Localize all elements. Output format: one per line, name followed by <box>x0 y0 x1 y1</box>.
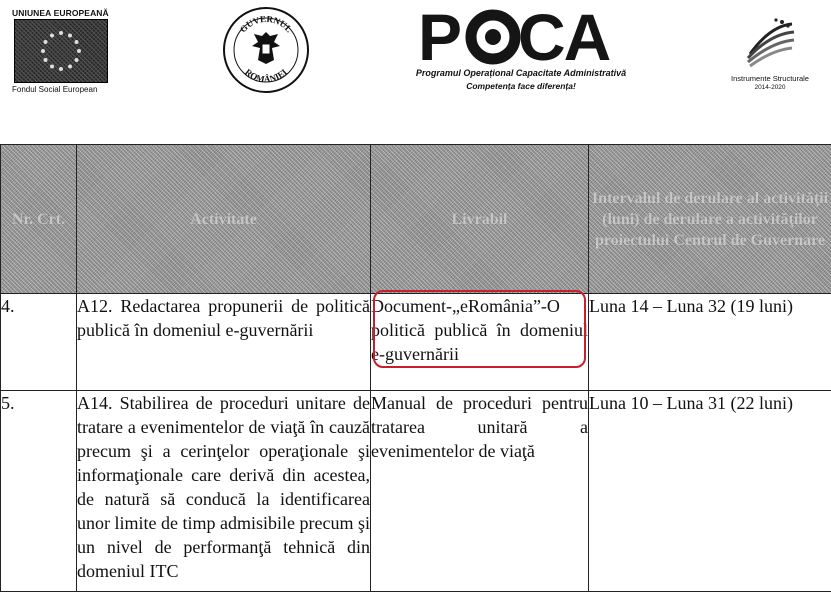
table-header-row <box>1 145 831 294</box>
header-nr-crt: Nr. Crt. <box>1 145 77 294</box>
poca-wordmark-icon <box>418 4 628 68</box>
header-interval: Intervalul de derulare al activităţii (luni) de derulare a activităţilor proiectului Centrul de Guvernare <box>589 145 831 294</box>
government-seal-icon <box>222 6 310 94</box>
table-row <box>1 294 831 391</box>
document-header <box>0 0 831 110</box>
row-livrabil: Document-„eRomânia”-O politică publică în domeniul e-guvernării <box>371 294 589 391</box>
eu-title: UNIUNEA EUROPEANĂ <box>12 8 109 18</box>
svg-text:P: P <box>418 4 461 68</box>
poca-program-name: Programul Operațional Capacitate Administrativă <box>415 68 627 78</box>
svg-text:GUVERNUL: GUVERNUL <box>237 13 295 35</box>
structural-instruments-years: 2014-2020 <box>754 84 786 91</box>
poca-logo <box>410 4 640 99</box>
eu-subtitle: Fondul Social European <box>12 85 98 94</box>
header-activitate: Activitate <box>77 145 371 294</box>
activities-table <box>0 144 831 592</box>
row-livrabil: Manual de proceduri pentru tratarea unitară a evenimentelor de viaţă <box>371 391 589 592</box>
structural-instruments-icon <box>742 14 798 70</box>
row-activitate: A12. Redactarea propunerii de politică publică în domeniul e-guvernării <box>77 294 371 391</box>
eu-flag-icon <box>14 19 108 83</box>
header-livrabil: Livrabil <box>371 145 589 294</box>
row-nr: 4. <box>1 294 77 391</box>
row-nr: 5. <box>1 391 77 592</box>
table-row <box>1 391 831 592</box>
svg-text:ROMÂNIEI: ROMÂNIEI <box>243 66 289 85</box>
structural-instruments-logo <box>720 14 820 94</box>
row-activitate: A14. Stabilirea de proceduri unitare de tratare a evenimentelor de viaţă în cauză precum şi a cerinţelor operaţionale şi informaţionale care derivă din acestea, de natură să conducă la identificarea unor limite de timp admisibile precum şi un nivel de performanţă tehnică din domeniul ITC <box>77 391 371 592</box>
structural-instruments-title: Instrumente Structurale <box>731 74 809 83</box>
poca-tagline: Competența face diferența! <box>466 81 576 91</box>
row-interval: Luna 14 – Luna 32 (19 luni) <box>589 294 831 391</box>
svg-text:CA: CA <box>518 4 610 68</box>
eu-logo <box>12 8 122 98</box>
row-interval: Luna 10 – Luna 31 (22 luni) <box>589 391 831 592</box>
